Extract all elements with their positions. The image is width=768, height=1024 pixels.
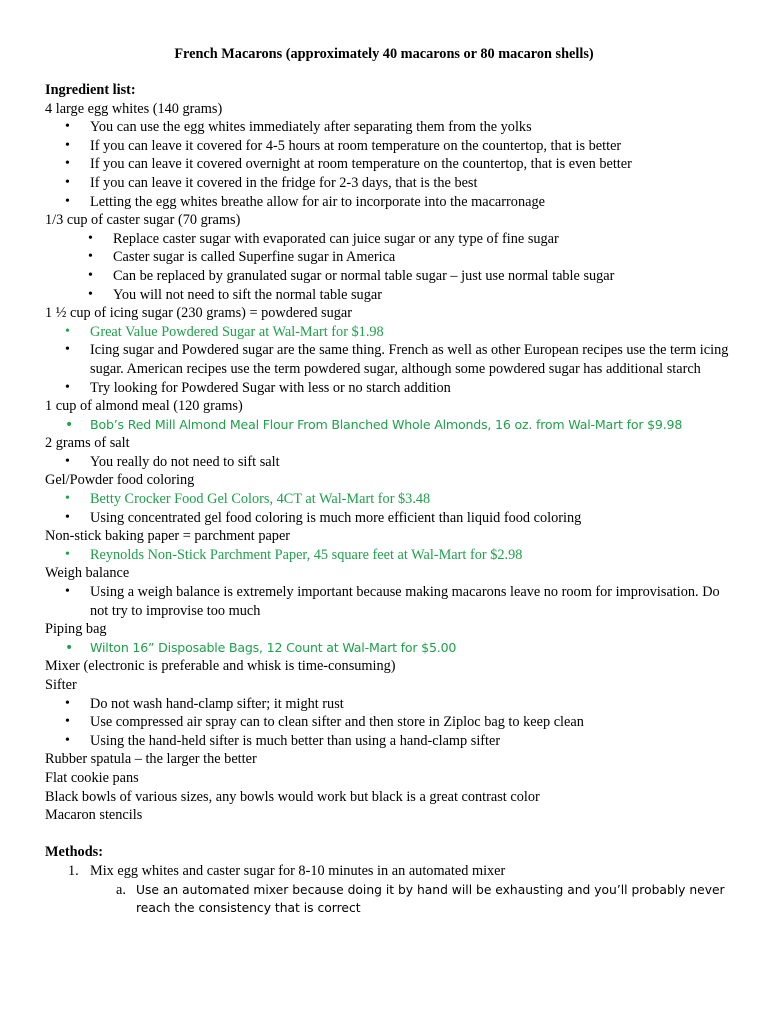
- ingredient-list: [45, 100, 735, 825]
- ingredient-item: Black bowls of various sizes, any bowls would work but black is a great contrast color: [45, 788, 540, 805]
- ingredient-item: Rubber spatula – the larger the better: [45, 751, 257, 768]
- method-step: [45, 862, 735, 918]
- product-link[interactable]: • Bob’s Red Mill Almond Meal Flour From Blanched Whole Almonds, 16 oz. from Wal-Mart for $9.98: [45, 416, 735, 435]
- ingredient-note: • If you can leave it covered for 4-5 hours at room temperature on the countertop, that is better: [45, 137, 735, 156]
- product-link[interactable]: • Wilton 16” Disposable Bags, 12 Count at Wal-Mart for $5.00: [45, 639, 735, 658]
- ingredient-notes-list: [45, 639, 735, 658]
- ingredient-note: • Replace caster sugar with evaporated can juice sugar or any type of fine sugar: [45, 230, 735, 249]
- ingredient-note: • If you can leave it covered overnight at room temperature on the countertop, that is even better: [45, 155, 735, 174]
- ingredient-item: Piping bag: [45, 621, 107, 638]
- ingredient-note: • If you can leave it covered in the fridge for 2-3 days, that is the best: [45, 174, 735, 193]
- ingredient-item: Sifter: [45, 677, 77, 693]
- ingredient-note: • Use compressed air spray can to clean sifter and then store in Ziploc bag to keep clean: [45, 713, 735, 732]
- product-link[interactable]: • Reynolds Non-Stick Parchment Paper, 45 square feet at Wal-Mart for $2.98: [45, 546, 735, 565]
- ingredient-item: 1 ½ cup of icing sugar (230 grams) = powdered sugar: [45, 305, 353, 322]
- product-link[interactable]: • Betty Crocker Food Gel Colors, 4CT at Wal-Mart for $3.48: [45, 490, 735, 509]
- methods-list: [45, 862, 735, 918]
- ingredient-item: 1 cup of almond meal (120 grams): [45, 398, 243, 415]
- ingredient-note: • Try looking for Powdered Sugar with less or no starch addition: [45, 379, 735, 398]
- ingredient-item: 2 grams of salt: [45, 435, 130, 452]
- ingredient-note: • Using the hand-held sifter is much better than using a hand-clamp sifter: [45, 732, 735, 751]
- document-title: French Macarons (approximately 40 macarons or 80 macaron shells): [174, 46, 594, 62]
- ingredient-item: Gel/Powder food coloring: [45, 472, 195, 489]
- ingredient-note: • You can use the egg whites immediately after separating them from the yolks: [45, 118, 735, 137]
- ingredient-list-heading: Ingredient list:: [45, 82, 136, 98]
- document-body: [45, 81, 735, 918]
- method-substep: [90, 881, 735, 918]
- product-link[interactable]: • Great Value Powdered Sugar at Wal-Mart for $1.98: [45, 323, 735, 342]
- ingredient-note: • Using a weigh balance is extremely important because making macarons leave no room for improvisation. Do not try to improvise too much: [45, 583, 735, 620]
- ingredient-notes-list: [45, 546, 735, 565]
- ingredient-notes-list: [45, 230, 735, 304]
- ingredient-item: 4 large egg whites (140 grams): [45, 100, 223, 117]
- ingredient-note: • Can be replaced by granulated sugar or normal table sugar – just use normal table sugar: [45, 267, 735, 286]
- ingredient-item: Mixer (electronic is preferable and whisk is time-consuming): [45, 658, 396, 675]
- ingredient-note: • You will not need to sift the normal table sugar: [45, 286, 735, 305]
- ingredient-notes-list: [45, 490, 735, 527]
- step-number: 1.: [68, 862, 79, 879]
- ingredient-notes-list: [45, 695, 735, 751]
- methods-heading: Methods:: [45, 844, 103, 861]
- ingredient-item: Non-stick baking paper = parchment paper: [45, 528, 291, 545]
- ingredient-notes-list: [45, 118, 735, 211]
- ingredient-item: Flat cookie pans: [45, 769, 139, 786]
- ingredient-note: • You really do not need to sift salt: [45, 453, 735, 472]
- ingredient-item: Macaron stencils: [45, 807, 143, 824]
- ingredient-note: • Caster sugar is called Superfine sugar in America: [45, 248, 735, 267]
- ingredient-item: 1/3 cup of caster sugar (70 grams): [45, 212, 241, 229]
- ingredient-item: Weigh balance: [45, 565, 130, 582]
- ingredient-notes-list: [45, 416, 735, 435]
- substep-text: Use an automated mixer because doing it by hand will be exhausting and you’ll probably never reach the consistency that is correct: [136, 882, 725, 916]
- ingredient-note: • Using concentrated gel food coloring is much more efficient than liquid food coloring: [45, 509, 735, 528]
- method-substeps: [90, 881, 735, 918]
- substep-letter: a.: [116, 881, 126, 898]
- ingredient-note: • Do not wash hand-clamp sifter; it might rust: [45, 695, 735, 714]
- section-spacer: [45, 825, 735, 844]
- ingredient-note: • Icing sugar and Powdered sugar are the same thing. French as well as other European recipes use the term icing sugar. American recipes use the term powdered sugar, although some powdered sugar has additional starch: [45, 341, 735, 378]
- ingredient-notes-list: [45, 453, 735, 472]
- ingredient-note: • Letting the egg whites breathe allow for air to incorporate into the macarronage: [45, 193, 735, 212]
- step-text: Mix egg whites and caster sugar for 8-10 minutes in an automated mixer: [90, 862, 506, 879]
- ingredient-notes-list: [45, 323, 735, 397]
- ingredient-notes-list: [45, 583, 735, 620]
